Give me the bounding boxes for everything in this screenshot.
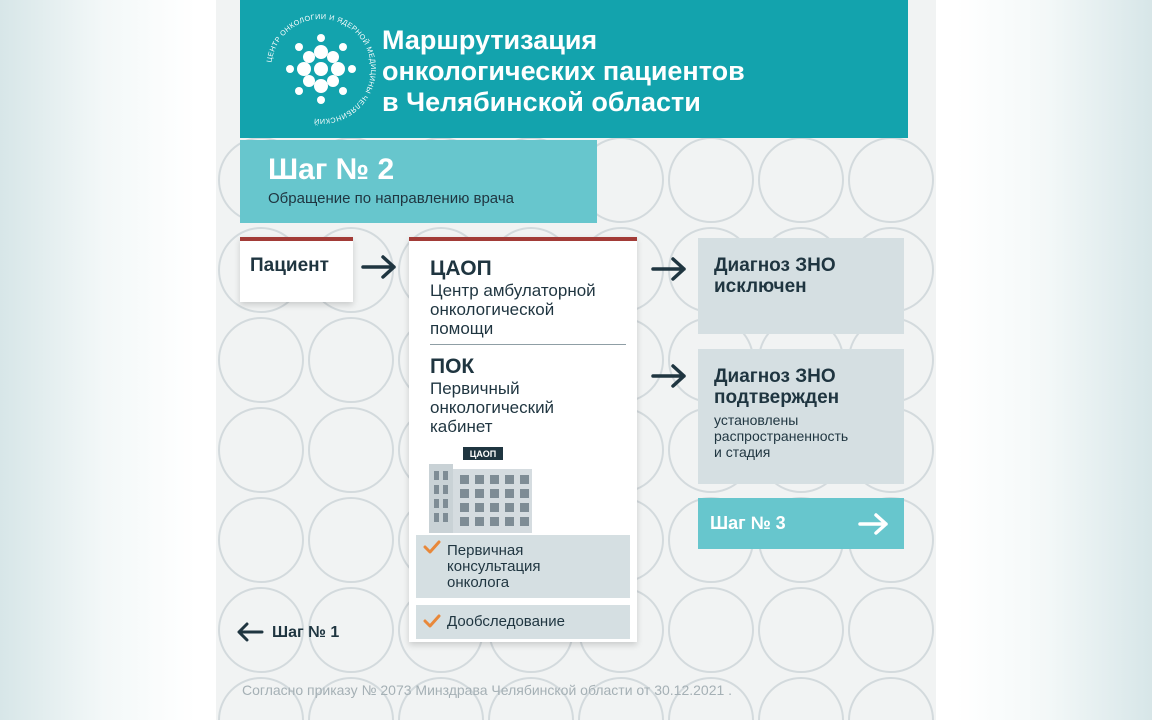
patient-label: Пациент: [250, 255, 329, 276]
prev-step-label: Шаг № 1: [272, 624, 340, 641]
background-circle: [309, 408, 393, 492]
header-banner: [240, 0, 908, 138]
background-circle: [759, 678, 843, 720]
background-circle: [219, 498, 303, 582]
result-excluded-title: Диагноз ЗНО исключен: [714, 255, 836, 297]
check-icon: [423, 540, 441, 554]
building-window: [490, 489, 499, 498]
building-window: [475, 475, 484, 484]
background-circle: [669, 138, 753, 222]
infographic-poster: [216, 0, 936, 720]
building-window: [505, 475, 514, 484]
building-window: [460, 489, 469, 498]
logo-ring-text: ЦЕНТР ОНКОЛОГИИ И ЯДЕРНОЙ МЕДИЦИНЫ ЧЕЛЯБИНСКИЙ: [264, 11, 379, 127]
background-circle: [849, 678, 933, 720]
building-window: [505, 489, 514, 498]
building-window: [475, 503, 484, 512]
background-circle: [849, 588, 933, 672]
building-window: [434, 485, 439, 494]
building-icon: [429, 447, 539, 533]
caop-pok-card: [409, 237, 637, 642]
building-window: [490, 503, 499, 512]
building-window: [520, 489, 529, 498]
building-window: [520, 503, 529, 512]
checklist-item-text: Первичная консультация онколога: [447, 542, 541, 591]
next-step-label: Шаг № 3: [710, 513, 786, 533]
building-window: [520, 517, 529, 526]
building-window: [490, 475, 499, 484]
building-window: [443, 471, 448, 480]
arrow-right-icon: [858, 512, 890, 536]
building-window: [443, 485, 448, 494]
building-window: [505, 517, 514, 526]
background-circle: [759, 138, 843, 222]
building-sign: ЦАОП: [469, 449, 497, 459]
building-window: [443, 499, 448, 508]
building-window: [475, 489, 484, 498]
background-circle: [219, 318, 303, 402]
background-circle: [309, 498, 393, 582]
building-window: [434, 513, 439, 522]
pok-title: ПОК: [430, 355, 475, 378]
building-window: [443, 513, 448, 522]
checklist-item: [416, 535, 630, 598]
checklist-item: [416, 605, 630, 639]
arrow-right-icon: [651, 257, 689, 281]
footer-note: Согласно приказу № 2073 Минздрава Челябинской области от 30.12.2021 .: [242, 682, 733, 698]
result-confirmed-title: Диагноз ЗНО подтвержден: [714, 366, 840, 408]
building-window: [460, 503, 469, 512]
background-circle: [759, 588, 843, 672]
arrow-right-icon: [651, 364, 689, 388]
arrow-right-icon: [361, 255, 399, 279]
building-window: [490, 517, 499, 526]
dotted-circle-logo-icon: [262, 10, 380, 128]
checklist-item-text: Дообследование: [447, 613, 565, 630]
arrow-left-icon: [236, 622, 264, 642]
prev-step-link[interactable]: [236, 620, 356, 646]
background-circle: [669, 588, 753, 672]
building-window: [460, 517, 469, 526]
background-circle: [219, 408, 303, 492]
pok-description: Первичный онкологический кабинет: [430, 379, 555, 436]
background-circle: [309, 318, 393, 402]
building-window: [475, 517, 484, 526]
building-window: [434, 471, 439, 480]
caop-title: ЦАОП: [430, 257, 492, 280]
background-circle: [849, 138, 933, 222]
next-step-button[interactable]: [698, 498, 904, 549]
page-title: Маршрутизация онкологических пациентов в Челябинской области: [382, 25, 745, 117]
building-window: [520, 475, 529, 484]
result-confirmed-description: установлены распространенность и стадия: [714, 412, 849, 460]
building-window: [505, 503, 514, 512]
check-icon: [423, 614, 441, 628]
result-confirmed-box: [698, 349, 904, 484]
step-banner: [240, 140, 597, 223]
caop-description: Центр амбулаторной онкологической помощи: [430, 281, 596, 338]
building-window: [460, 475, 469, 484]
step-subtitle: Обращение по направлению врача: [268, 190, 514, 207]
result-excluded-box: [698, 238, 904, 334]
step-title: Шаг № 2: [268, 153, 395, 186]
building-window: [434, 499, 439, 508]
card-divider: [430, 344, 626, 345]
patient-card: [240, 237, 353, 302]
